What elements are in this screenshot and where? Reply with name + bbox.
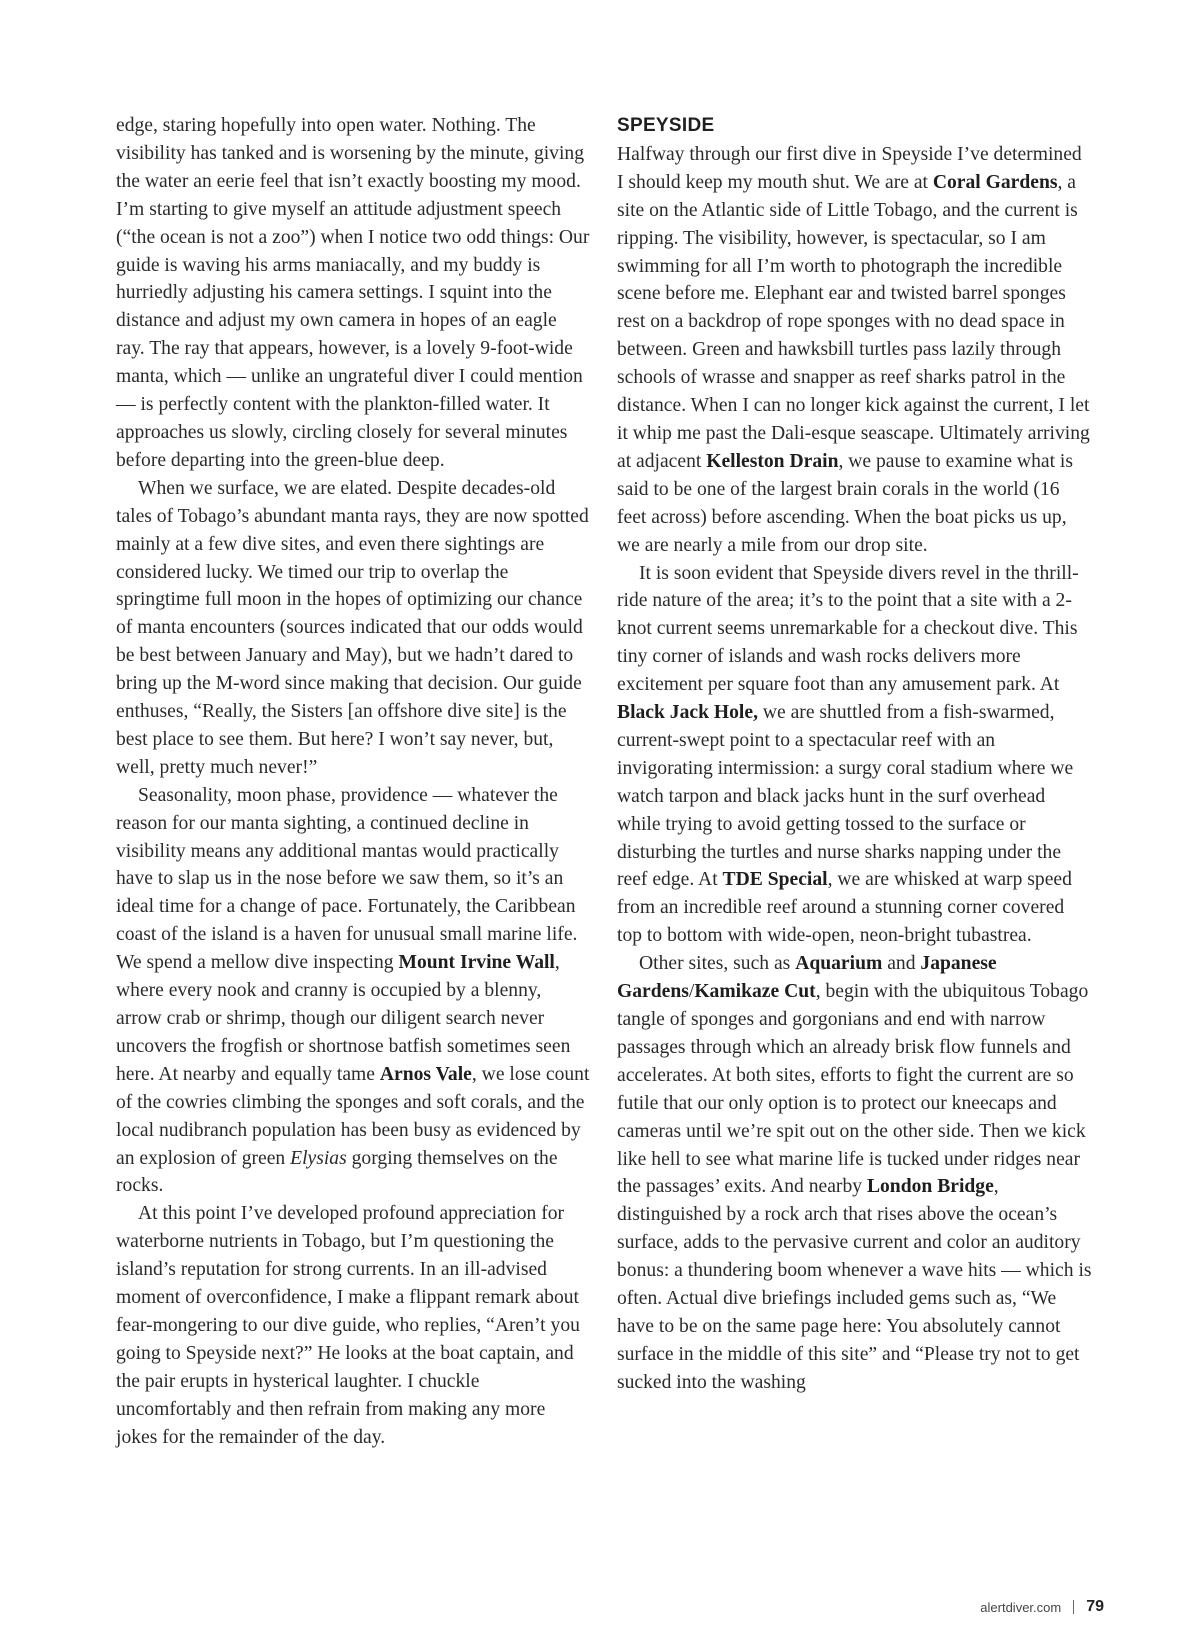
dive-site-name: Black Jack Hole, [617,702,758,724]
dive-site-name: Japanese Gardens [617,953,997,1003]
left-column [116,112,590,1452]
species-name: Elysias [290,1147,347,1169]
dive-site-name: Kelleston Drain [706,450,839,472]
page-number: 79 [1086,1598,1104,1615]
dive-site-name: TDE Special [722,869,828,891]
body-paragraph: Halfway through our first dive in Speyside I’ve determined I should keep my mouth shut. We are at Coral Gardens, a site on the Atlantic side of Little Tobago, and the current is ripping. The visibility, however, is spectacular, so I am swimming for all I’m worth to photograph the incredible scene before me. Elephant ear and twisted barrel sponges rest on a backdrop of rope sponges with no dead space in between. Green and hawksbill turtles pass lazily through schools of wrasse and snapper as reef sharks patrol in the distance. When I can no longer kick against the current, I let it whip me past the Dali-esque seascape. Ultimately arriving at adjacent Kelleston Drain, we pause to examine what is said to be one of the largest brain corals in the world (16 feet across) before ascending. When the boat picks us up, we are nearly a mile from our drop site. [617,143,1090,556]
section-heading: SPEYSIDE [617,115,715,136]
dive-site-name: London Bridge [866,1176,994,1198]
page-footer [980,1598,1104,1616]
body-paragraph: Seasonality, moon phase, providence — whatever the reason for our manta sighting, a continued decline in visibility means any additional mantas would practically have to slap us in the nose before we saw them, so it’s an ideal time for a change of pace. Fortunately, the Caribbean coast of the island is a haven for unusual small marine life. We spend a mellow dive inspecting Mount Irvine Wall, where every nook and cranny is occupied by a blenny, arrow crab or shrimp, though our diligent search never uncovers the frogfish or shortnose batfish sometimes seen here. At nearby and equally tame Arnos Vale, we lose count of the cowries climbing the sponges and soft corals, and the local nudibranch population has been busy as evidenced by an explosion of green Elysias gorging themselves on the rocks. [116,784,590,1197]
right-column [617,112,1093,1397]
body-paragraph: Other sites, such as Aquarium and Japanese Gardens/Kamikaze Cut, begin with the ubiquitous Tobago tangle of sponges and gorgonians and end with narrow passages through which an already brisk flow funnels and accelerates. At both sites, efforts to fight the current are so futile that our only option is to protect our kneecaps and cameras until we’re spit out on the other side. Then we kick like hell to see what marine life is tucked under ridges near the passages’ exits. And nearby London Bridge, distinguished by a rock arch that rises above the ocean’s surface, adds to the pervasive current and color an auditory bonus: a thundering boom whenever a wave hits — which is often. Actual dive briefings included gems such as, “We have to be on the same page here: You absolutely cannot surface in the middle of this site” and “Please try not to get sucked into the washing [617,953,1092,1393]
dive-site-name: Arnos Vale [379,1063,472,1085]
dive-site-name: Mount Irvine Wall [398,952,555,974]
dive-site-name: Coral Gardens [932,171,1058,193]
dive-site-name: Kamikaze Cut [694,981,816,1003]
body-paragraph: edge, staring hopefully into open water. Nothing. The visibility has tanked and is worsening by the minute, giving the water an eerie feel that isn’t exactly boosting my mood. I’m starting to give myself an attitude adjustment speech (“the ocean is not a zoo”) when I notice two odd things: Our guide is waving his arms maniacally, and my buddy is hurriedly adjusting his camera settings. I squint into the distance and adjust my own camera in hopes of an eagle ray. The ray that appears, however, is a lovely 9-foot-wide manta, which — unlike an ungrateful diver I could mention — is perfectly content with the plankton-filled water. It approaches us slowly, circling closely for several minutes before departing into the green-blue deep. [116,115,590,471]
body-paragraph: It is soon evident that Speyside divers revel in the thrill-ride nature of the area; it’s to the point that a site with a 2-knot current seems unremarkable for a checkout dive. This tiny corner of islands and wash rocks delivers more excitement per square foot than any amusement park. At Black Jack Hole, we are shuttled from a fish-swarmed, current-swept point to a spectacular reef with an invigorating intermission: a surgy coral stadium where we watch tarpon and black jacks hunt in the surf overhead while trying to avoid getting tossed to the surface or disturbing the turtles and nurse sharks napping under the reef edge. At TDE Special, we are whisked at warp speed from an incredible reef around a stunning corner covered top to bottom with wide-open, neon-bright tubastrea. [617,562,1079,947]
footer-divider [1073,1600,1074,1614]
dive-site-name: Aquarium [795,953,883,975]
body-paragraph: When we surface, we are elated. Despite decades-old tales of Tobago’s abundant manta rays, they are now spotted mainly at a few dive sites, and even there sightings are considered lucky. We timed our trip to overlap the springtime full moon in the hopes of optimizing our chance of manta encounters (sources indicated that our odds would be best between January and May), but we hadn’t dared to bring up the M-word since making that decision. Our guide enthuses, “Really, the Sisters [an offshore dive site] is the best place to see them. But here? I won’t say never, but, well, pretty much never!” [116,477,589,778]
body-paragraph: At this point I’ve developed profound appreciation for waterborne nutrients in Tobago, but I’m questioning the island’s reputation for strong currents. In an ill-advised moment of overconfidence, I make a flippant remark about fear-mongering to our dive guide, who replies, “Aren’t you going to Speyside next?” He looks at the boat captain, and the pair erupts in hysterical laughter. I chuckle uncomfortably and then refrain from making any more jokes for the remainder of the day. [116,1203,580,1448]
website-url[interactable]: alertdiver.com [980,1599,1062,1615]
